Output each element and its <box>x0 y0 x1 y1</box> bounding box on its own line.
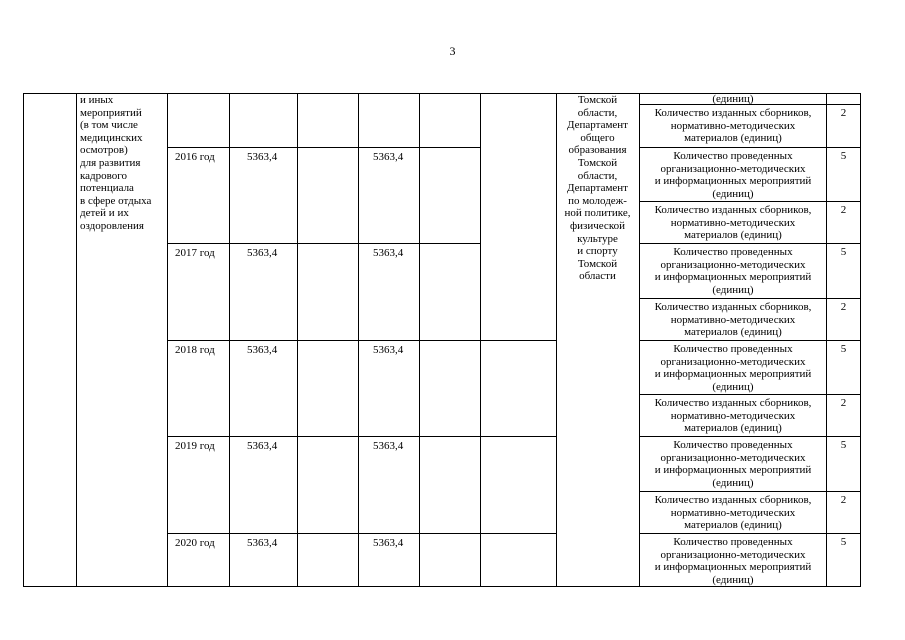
indicator-name: Количество проведенных организационно-методических и информационных мероприятий (единиц) <box>654 439 812 489</box>
indicator-name: Количество изданных сборников, нормативно-методических материалов (единиц) <box>654 107 812 145</box>
indicator-name: Количество проведенных организационно-методических и информационных мероприятий (единиц) <box>654 536 812 586</box>
grid-line <box>639 201 861 202</box>
indicator-value: 2 <box>840 107 847 119</box>
grid-line <box>639 340 861 341</box>
grid-line <box>639 147 861 148</box>
regional-amount: 5363,4 <box>373 151 404 163</box>
grid-line <box>76 93 77 587</box>
indicator-name: Количество проведенных организационно-методических и информационных мероприятий (единиц) <box>654 150 812 200</box>
regional-amount: 5363,4 <box>373 344 404 356</box>
regional-amount: 5363,4 <box>373 440 404 452</box>
grid-line <box>639 533 861 534</box>
total-amount: 5363,4 <box>247 440 278 452</box>
grid-line <box>167 533 480 534</box>
grid-line <box>480 436 556 437</box>
total-amount: 5363,4 <box>247 247 278 259</box>
year-label: 2016 год <box>175 151 215 163</box>
grid-line <box>639 436 861 437</box>
indicator-value: 2 <box>840 204 847 216</box>
indicator-value: 5 <box>840 439 847 451</box>
budget-table <box>23 93 861 587</box>
grid-line <box>639 243 861 244</box>
indicator-name: (единиц) <box>712 93 754 105</box>
total-amount: 5363,4 <box>247 151 278 163</box>
indicator-value: 5 <box>840 343 847 355</box>
measure-description: и иных мероприятий (в том числе медицинских осмотров) для развития кадрового потенциала в сфере отдыха детей и их оздоровления <box>80 94 152 232</box>
regional-amount: 5363,4 <box>373 537 404 549</box>
indicator-name: Количество изданных сборников, нормативно-методических материалов (единиц) <box>654 301 812 339</box>
indicator-name: Количество изданных сборников, нормативно-методических материалов (единиц) <box>654 397 812 435</box>
year-label: 2018 год <box>175 344 215 356</box>
indicator-name: Количество проведенных организационно-методических и информационных мероприятий (единиц) <box>654 343 812 393</box>
indicator-name: Количество изданных сборников, нормативно-методических материалов (единиц) <box>654 204 812 242</box>
page-number: 3 <box>449 44 456 58</box>
grid-line <box>167 436 480 437</box>
total-amount: 5363,4 <box>247 537 278 549</box>
grid-line <box>167 147 480 148</box>
grid-line <box>167 340 480 341</box>
executor-description: Томской области, Департамент общего образования Томской области, Департамент по молодеж- ной политике, физической культуре и спорту Томской области <box>564 94 631 283</box>
grid-line <box>480 533 556 534</box>
indicator-value: 2 <box>840 301 847 313</box>
grid-line <box>23 93 24 587</box>
year-label: 2019 год <box>175 440 215 452</box>
indicator-value: 5 <box>840 150 847 162</box>
indicator-name: Количество проведенных организационно-методических и информационных мероприятий (единиц) <box>654 246 812 296</box>
grid-line <box>639 491 861 492</box>
grid-line <box>639 394 861 395</box>
regional-amount: 5363,4 <box>373 247 404 259</box>
year-label: 2020 год <box>175 537 215 549</box>
indicator-value: 5 <box>840 536 847 548</box>
total-amount: 5363,4 <box>247 344 278 356</box>
indicator-value: 5 <box>840 246 847 258</box>
indicator-value: 2 <box>840 494 847 506</box>
grid-line <box>167 243 480 244</box>
indicator-name: Количество изданных сборников, нормативно-методических материалов (единиц) <box>654 494 812 532</box>
grid-line <box>480 340 556 341</box>
indicator-value: 2 <box>840 397 847 409</box>
grid-line <box>639 298 861 299</box>
year-label: 2017 год <box>175 247 215 259</box>
